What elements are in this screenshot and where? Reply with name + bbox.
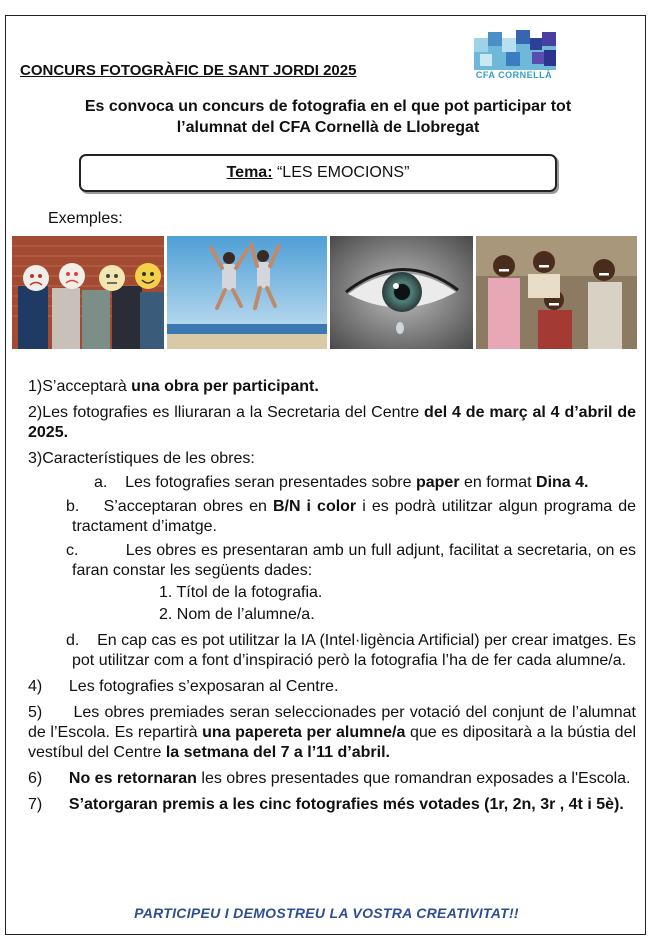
rule-2 bbox=[28, 403, 636, 443]
rule-3b-text-2: i es podrà utilitzar algun programa de tractament d’imatge. bbox=[72, 498, 637, 535]
rule-5-number: 5) bbox=[28, 704, 43, 721]
logo-text: CFA CORNELLÀ bbox=[475, 70, 553, 80]
rule-3a-text-1: Les fotografies seran presentades sobre bbox=[125, 474, 416, 491]
rule-2-text: Les fotografies es lliuraran a la Secretaria del Centre bbox=[42, 404, 425, 421]
rule-3c-text: Les obres es presentaran amb un full adjunt, facilitat a secretaria, on es faran constar les següents dades: bbox=[72, 542, 637, 579]
rule-3a-letter: a. bbox=[94, 474, 108, 491]
rule-3c-letter: c. bbox=[66, 542, 79, 559]
rule-3a bbox=[50, 473, 636, 493]
rule-4-text: Les fotografies s’exposaran al Centre. bbox=[68, 678, 339, 695]
example-photo-smiling-children bbox=[476, 236, 637, 349]
rule-3a-bold-2: Dina 4. bbox=[536, 474, 589, 491]
rule-3c bbox=[28, 541, 636, 581]
rule-3b-bold: B/N i color bbox=[272, 498, 357, 515]
rule-3-text: Característiques de les obres: bbox=[42, 450, 255, 467]
rule-3d-letter: d. bbox=[66, 632, 80, 649]
rule-5-bold-2: la setmana del 7 a l’11 d’abril. bbox=[165, 744, 390, 761]
rule-1-number: 1) bbox=[28, 378, 43, 395]
rule-5-text-1: Les obres premiades seran seleccionades per votació del conjunt de l’alumnat de l’Escola. Es repartirà bbox=[28, 704, 637, 741]
rule-3b-letter: b. bbox=[66, 498, 80, 515]
theme-label: Tema: bbox=[226, 164, 273, 181]
rule-6 bbox=[28, 769, 636, 789]
rule-3b bbox=[28, 497, 636, 537]
intro-text bbox=[40, 96, 616, 138]
rule-3b-text-1: S’acceptaran obres en bbox=[103, 498, 273, 515]
rule-1-text: S’acceptarà bbox=[42, 378, 132, 395]
rule-3a-text-2: en format bbox=[459, 474, 537, 491]
rule-6-number: 6) bbox=[28, 770, 43, 787]
rule-2-bold: del 4 de març al 4 d’abril de 2025. bbox=[28, 404, 636, 441]
theme-value: “LES EMOCIONS” bbox=[272, 164, 410, 181]
example-photo-jumping-couple bbox=[167, 236, 327, 349]
rule-1-bold: una obra per participant. bbox=[131, 378, 319, 395]
rule-3a-bold-1: paper bbox=[415, 474, 460, 491]
rule-4-number: 4) bbox=[28, 678, 43, 695]
intro-line-1: Es convoca un concurs de fotografia en el que pot participar tot bbox=[84, 98, 572, 115]
intro-line-2: l’alumnat del CFA Cornellà de Llobregat bbox=[176, 119, 480, 136]
rule-3d bbox=[28, 631, 636, 671]
example-photo-emoji-faces bbox=[12, 236, 164, 349]
rule-3c-item-2: 2. Nom de l’alumne/a. bbox=[159, 606, 315, 623]
examples-label: Exemples: bbox=[48, 210, 123, 227]
rule-2-number: 2) bbox=[28, 404, 43, 421]
rule-1 bbox=[28, 377, 636, 397]
theme-box bbox=[79, 154, 557, 192]
footer-slogan: PARTICIPEU I DEMOSTREU LA VOSTRA CREATIVITAT!! bbox=[134, 905, 519, 921]
rule-6-text: les obres presentades que romandran exposades a l'Escola. bbox=[196, 770, 631, 787]
rule-3c-item-1: 1. Títol de la fotografia. bbox=[159, 584, 323, 601]
rule-3d-text: En cap cas es pot utilitzar la IA (Intel·ligència Artificial) per crear imatges. Es pot utilitzar com a font d’inspiració però la fotografia l’ha de fer cada alumne/a. bbox=[72, 632, 637, 669]
rule-6-bold: No es retornaran bbox=[68, 770, 197, 787]
cfa-cornella-logo bbox=[470, 28, 560, 84]
rule-5-bold-1: una papereta per alumne/a bbox=[202, 724, 406, 741]
rule-3 bbox=[28, 449, 636, 469]
rule-7-number: 7) bbox=[28, 796, 43, 813]
example-photo-eye-tear bbox=[330, 236, 473, 349]
rule-7-bold: S’atorgaran premis a les cinc fotografies més votades (1r, 2n, 3r , 4t i 5è). bbox=[68, 796, 624, 813]
document-title: CONCURS FOTOGRÀFIC DE SANT JORDI 2025 bbox=[20, 62, 357, 79]
rules-list bbox=[28, 377, 636, 821]
rule-5 bbox=[28, 703, 636, 763]
rule-7 bbox=[28, 795, 636, 815]
rule-5-text-2: que es dipositarà a la bústia del vestíbul del Centre bbox=[28, 724, 637, 761]
rule-4 bbox=[28, 677, 636, 697]
rule-3-number: 3) bbox=[28, 450, 43, 467]
logo-mosaic-icon bbox=[470, 28, 560, 72]
